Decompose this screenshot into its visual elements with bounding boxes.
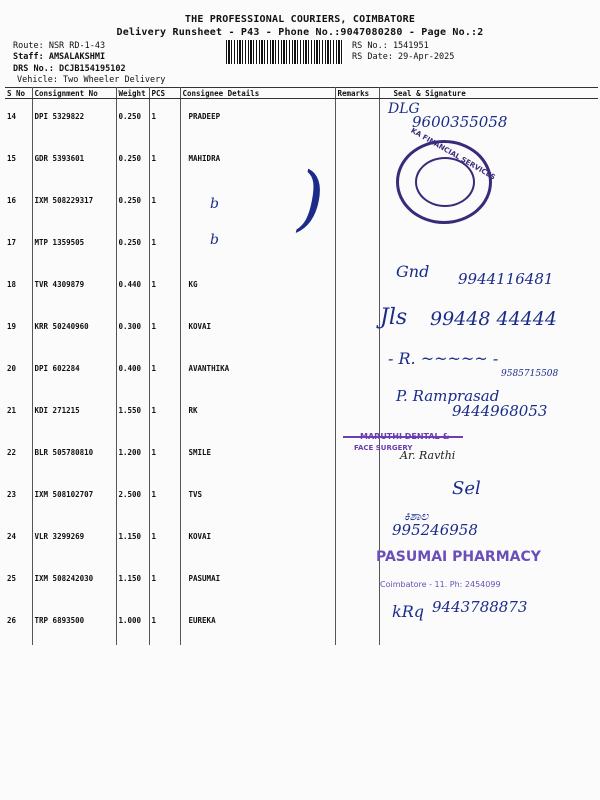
row-consignee: PASUMAI <box>180 561 335 603</box>
row-sno: 20 <box>5 351 32 393</box>
financial-seal-text: KA FINANCIAL SERVICES <box>409 126 497 182</box>
pasumai-stamp-address: Coimbatore - 11. Ph: 2454099 <box>380 580 501 589</box>
row-remarks <box>335 561 379 603</box>
col-remarks: Remarks <box>335 88 379 99</box>
col-sno: S No <box>5 88 32 99</box>
row-consignment-no: VLR 3299269 <box>32 519 116 561</box>
row-sno: 21 <box>5 393 32 435</box>
maruthi-stamp-text2: FACE SURGERY <box>354 444 413 452</box>
row-sno: 16 <box>5 183 32 225</box>
col-consignee: Consignee Details <box>180 88 335 99</box>
maruthi-stamp-text: MARUTHI DENTAL & <box>360 432 450 441</box>
route-label: Route: NSR RD-1-43 <box>13 41 106 51</box>
row-consignment-no: IXM 508229317 <box>32 183 116 225</box>
signature-24-phone: 995246958 <box>392 521 478 539</box>
row-pcs: 1 <box>149 561 180 603</box>
signature-21-phone: 9444968053 <box>452 402 548 420</box>
row-sno: 15 <box>5 141 32 183</box>
row-sno: 23 <box>5 477 32 519</box>
signature-21-name: P. Ramprasad <box>396 387 500 405</box>
staff-label: Staff: AMSALAKSHMI <box>13 52 106 62</box>
row-pcs: 1 <box>149 267 180 309</box>
row-sno: 24 <box>5 519 32 561</box>
row-consignment-no: IXM 508102707 <box>32 477 116 519</box>
row-weight: 0.250 <box>116 99 149 142</box>
bracket-mark: ) <box>297 157 325 239</box>
row-weight: 0.300 <box>116 309 149 351</box>
col-seal: Seal & Signature <box>379 88 598 99</box>
row-weight: 0.250 <box>116 141 149 183</box>
row-pcs: 1 <box>149 477 180 519</box>
row-consignee: KOVAI <box>180 519 335 561</box>
row-consignment-no: MTP 1359505 <box>32 225 116 267</box>
mark-17: b <box>210 232 219 248</box>
row-consignment-no: DPI 602284 <box>32 351 116 393</box>
runsheet-subtitle: Delivery Runsheet - P43 - Phone No.:9047080280 - Page No.:2 <box>116 27 484 38</box>
signature-dlg: DLG <box>388 101 420 117</box>
rs-date: RS Date: 29-Apr-2025 <box>352 52 455 62</box>
row-pcs: 1 <box>149 225 180 267</box>
signature-20-initial: - R. ~~~~~ - <box>388 349 499 368</box>
signature-14-phone: 9600355058 <box>412 113 508 131</box>
row-consignee: PRADEEP <box>180 99 335 142</box>
col-pcs: PCS <box>149 88 180 99</box>
company-title: THE PROFESSIONAL COURIERS, COIMBATORE <box>184 14 416 25</box>
signature-26-initial: kRq <box>392 602 424 621</box>
row-remarks <box>335 183 379 225</box>
row-consignment-no: TRP 6893500 <box>32 603 116 645</box>
row-consignee: RK <box>180 393 335 435</box>
row-weight: 0.250 <box>116 225 149 267</box>
row-remarks <box>335 477 379 519</box>
row-consignee: KOVAI <box>180 309 335 351</box>
vehicle-label: Vehicle: Two Wheeler Delivery <box>17 75 166 85</box>
row-consignment-no: KRR 50240960 <box>32 309 116 351</box>
row-consignee: AVANTHIKA <box>180 351 335 393</box>
row-weight: 1.150 <box>116 561 149 603</box>
table-row <box>5 477 598 519</box>
row-weight: 0.250 <box>116 183 149 225</box>
signature-19-initial: Jls <box>380 305 408 330</box>
table-row <box>5 99 598 142</box>
row-seal <box>379 225 598 267</box>
barcode <box>226 40 344 64</box>
row-consignee: KG <box>180 267 335 309</box>
signature-18-phone: 9944116481 <box>458 270 554 288</box>
row-pcs: 1 <box>149 603 180 645</box>
signature-26-phone: 9443788873 <box>432 598 528 616</box>
signature-22: Ar. Ravthi <box>400 449 456 462</box>
row-remarks <box>335 141 379 183</box>
row-remarks <box>335 309 379 351</box>
row-weight: 1.550 <box>116 393 149 435</box>
table-row <box>5 435 598 477</box>
row-weight: 0.400 <box>116 351 149 393</box>
row-consignment-no: GDR 5393601 <box>32 141 116 183</box>
row-consignment-no: BLR 505780810 <box>32 435 116 477</box>
signature-23: Sel <box>452 478 481 499</box>
row-weight: 2.500 <box>116 477 149 519</box>
signature-24-initial: ಕಿಶಾಲ <box>404 509 429 523</box>
col-weight: Weight <box>116 88 149 99</box>
col-consignment: Consignment No <box>32 88 116 99</box>
row-pcs: 1 <box>149 435 180 477</box>
row-pcs: 1 <box>149 519 180 561</box>
row-pcs: 1 <box>149 99 180 142</box>
mark-16: b <box>210 196 219 212</box>
row-consignment-no: TVR 4309879 <box>32 267 116 309</box>
row-weight: 1.150 <box>116 519 149 561</box>
row-sno: 17 <box>5 225 32 267</box>
row-consignee: TVS <box>180 477 335 519</box>
row-sno: 26 <box>5 603 32 645</box>
signature-19-phone: 99448 44444 <box>430 308 557 330</box>
table-row <box>5 561 598 603</box>
row-sno: 14 <box>5 99 32 142</box>
row-consignment-no: DPI 5329822 <box>32 99 116 142</box>
row-remarks <box>335 99 379 142</box>
row-remarks <box>335 351 379 393</box>
row-weight: 1.000 <box>116 603 149 645</box>
row-consignee: MAHIDRA <box>180 141 335 183</box>
row-pcs: 1 <box>149 393 180 435</box>
row-consignment-no: KDI 271215 <box>32 393 116 435</box>
row-weight: 0.440 <box>116 267 149 309</box>
pasumai-stamp-title: PASUMAI PHARMACY <box>376 549 541 565</box>
rs-number: RS No.: 1541951 <box>352 41 429 51</box>
row-sno: 25 <box>5 561 32 603</box>
row-remarks <box>335 267 379 309</box>
row-pcs: 1 <box>149 183 180 225</box>
table-header-row <box>5 88 598 99</box>
row-consignee: SMILE <box>180 435 335 477</box>
row-remarks <box>335 393 379 435</box>
row-sno: 19 <box>5 309 32 351</box>
row-pcs: 1 <box>149 351 180 393</box>
row-sno: 22 <box>5 435 32 477</box>
row-remarks <box>335 225 379 267</box>
row-remarks <box>335 603 379 645</box>
signature-18-initial: Gnd <box>396 262 430 281</box>
row-pcs: 1 <box>149 141 180 183</box>
signature-20-phone: 9585715508 <box>501 369 559 379</box>
row-remarks <box>335 519 379 561</box>
row-consignee: EUREKA <box>180 603 335 645</box>
row-consignment-no: IXM 508242030 <box>32 561 116 603</box>
row-weight: 1.200 <box>116 435 149 477</box>
row-sno: 18 <box>5 267 32 309</box>
row-pcs: 1 <box>149 309 180 351</box>
drs-number: DRS No.: DCJB154195102 <box>13 64 126 74</box>
